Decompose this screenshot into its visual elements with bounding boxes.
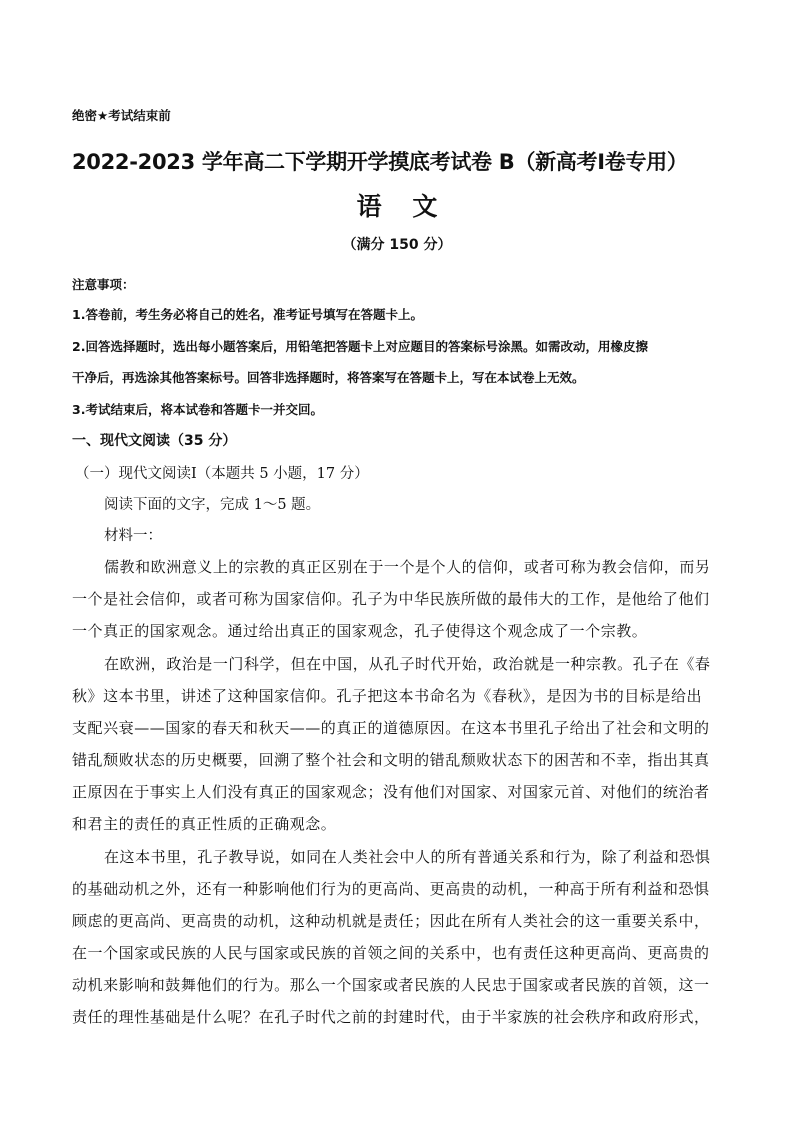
passage-line: 正原因在于事实上人们没有真正的国家观念；没有他们对国家、对国家元首、对他们的统治者 (72, 783, 710, 801)
secret-label: 绝密★考试结束前 (72, 108, 171, 123)
subject-title: 语 文 (356, 192, 438, 221)
passage-line: 和君主的责任的真正性质的正确观念。 (72, 815, 337, 833)
full-score: （满分 150 分） (342, 237, 452, 253)
notice-title: 注意事项： (72, 277, 135, 292)
section-heading: 一、现代文阅读（35 分） (72, 433, 237, 449)
passage-line: 在欧洲，政治是一门科学，但在中国，从孔子时代开始，政治就是一种宗教。孔子在《春 (104, 655, 711, 673)
reading-instruction: 阅读下面的文字，完成 1～5 题。 (104, 497, 321, 513)
notice-item: 2.回答选择题时，选出每小题答案后，用铅笔把答题卡上对应题目的答案标号涂黑。如需改动，用橡皮擦 (72, 339, 648, 354)
sub-section-heading: （一）现代文阅读Ⅰ（本题共 5 小题，17 分） (75, 466, 369, 482)
passage-line: 在这本书里，孔子教导说，如同在人类社会中人的所有普通关系和行为，除了利益和恐惧 (104, 848, 711, 866)
passage-line: 一个真正的国家观念。通过给出真正的国家观念，孔子使得这个观念成了一个宗教。 (72, 622, 648, 640)
material-label: 材料一： (104, 528, 162, 544)
passage-line: 动机来影响和鼓舞他们的行为。那么一个国家或者民族的人民忠于国家或者民族的首领，这一 (72, 976, 710, 994)
passage-line: 在一个国家或民族的人民与国家或民族的首领之间的关系中，也有责任这种更高尚、更高贵的 (72, 944, 710, 962)
passage-line: 秋》这本书里，讲述了这种国家信仰。孔子把这本书命名为《春秋》，是因为书的目标是给出 (72, 687, 703, 705)
passage-line: 顾虑的更高尚、更高贵的动机，这种动机就是责任；因此在所有人类社会的这一重要关系中， (72, 912, 710, 930)
notice-item: 干净后，再选涂其他答案标号。回答非选择题时，将答案写在答题卡上，写在本试卷上无效。 (72, 370, 585, 385)
passage-line: 儒教和欧洲意义上的宗教的真正区别在于一个是个人的信仰，或者可称为教会信仰，而另 (104, 558, 711, 576)
exam-title: 2022-2023 学年高二下学期开学摸底考试卷 B（新高考Ⅰ卷专用） (72, 150, 688, 174)
passage-line: 错乱颓败状态的历史概要，回溯了整个社会和文明的错乱颓败状态下的困苦和不幸，指出其真 (72, 751, 710, 769)
notice-item: 3.考试结束后，将本试卷和答题卡一并交回。 (72, 402, 323, 417)
passage-line: 的基础动机之外，还有一种影响他们行为的更高尚、更高贵的动机，一种高于所有利益和恐惧 (72, 880, 710, 898)
passage-line: 责任的理性基础是什么呢？在孔子时代之前的封建时代，由于半家族的社会秩序和政府形式， (72, 1008, 710, 1026)
passage-line: 支配兴衰——国家的春天和秋天——的真正的道德原因。在这本书里孔子给出了社会和文明的 (72, 719, 710, 737)
passage-line: 一个是社会信仰，或者可称为国家信仰。孔子为中华民族所做的最伟大的工作，是他给了他们 (72, 590, 710, 608)
notice-item: 1.答卷前，考生务必将自己的姓名，准考证号填写在答题卡上。 (72, 307, 423, 322)
